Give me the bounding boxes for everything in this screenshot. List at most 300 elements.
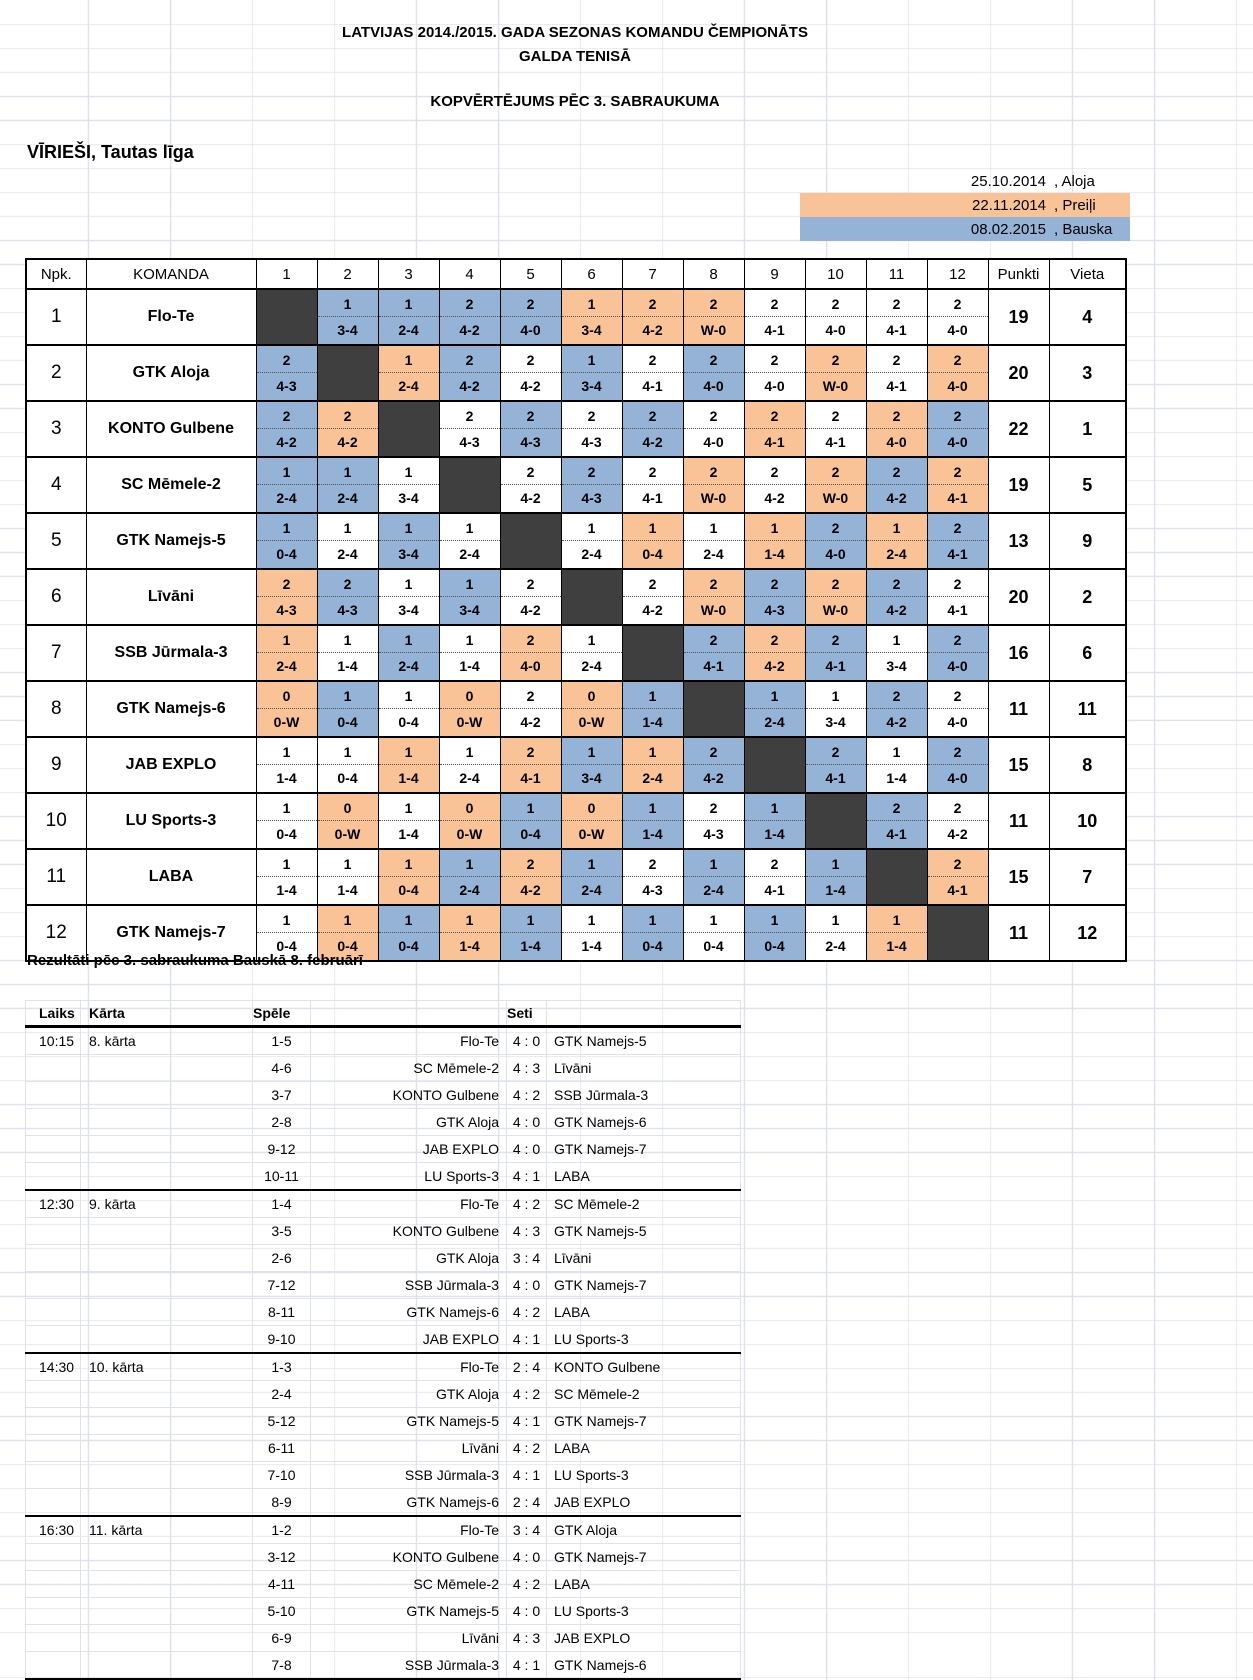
match-result-cell[interactable] xyxy=(439,401,500,457)
match-result-cell[interactable] xyxy=(622,681,683,737)
team-name-cell[interactable]: GTK Namejs-7 xyxy=(86,905,256,961)
sets-score-cell[interactable]: 4 : 2 xyxy=(507,1435,547,1462)
match-result-cell[interactable] xyxy=(927,793,988,849)
match-result-cell[interactable] xyxy=(683,793,744,849)
punkti-cell[interactable]: 11 xyxy=(988,905,1049,961)
time-cell[interactable] xyxy=(26,1218,81,1245)
sets-score-cell[interactable]: 4 : 0 xyxy=(507,1544,547,1571)
match-result-cell[interactable] xyxy=(256,793,317,849)
match-result-cell[interactable] xyxy=(561,401,622,457)
match-result-cell[interactable] xyxy=(744,513,805,569)
vieta-cell[interactable]: 8 xyxy=(1049,737,1126,793)
game-number-cell[interactable]: 9-12 xyxy=(253,1136,311,1163)
team-name-cell[interactable]: LU Sports-3 xyxy=(86,793,256,849)
match-result-cell[interactable] xyxy=(683,905,744,961)
sets-score-cell[interactable]: 4 : 0 xyxy=(507,1027,547,1055)
game-number-cell[interactable]: 4-6 xyxy=(253,1055,311,1082)
sets-score-cell[interactable]: 4 : 0 xyxy=(507,1272,547,1299)
round-cell[interactable] xyxy=(81,1272,253,1299)
match-result-cell[interactable] xyxy=(378,457,439,513)
match-result-cell[interactable] xyxy=(805,401,866,457)
rank-number-cell[interactable]: 2 xyxy=(26,345,86,401)
match-result-cell[interactable] xyxy=(622,569,683,625)
game-number-cell[interactable]: 8-11 xyxy=(253,1299,311,1326)
time-cell[interactable] xyxy=(26,1544,81,1571)
match-result-cell[interactable] xyxy=(256,513,317,569)
match-result-cell[interactable] xyxy=(317,737,378,793)
round-cell[interactable] xyxy=(81,1082,253,1109)
away-team-cell[interactable]: SC Mēmele-2 xyxy=(547,1381,741,1408)
match-result-cell[interactable] xyxy=(317,401,378,457)
match-result-cell[interactable] xyxy=(927,625,988,681)
time-cell[interactable] xyxy=(26,1163,81,1191)
away-team-cell[interactable]: LU Sports-3 xyxy=(547,1326,741,1354)
match-result-cell[interactable] xyxy=(683,849,744,905)
sets-score-cell[interactable]: 4 : 1 xyxy=(507,1408,547,1435)
match-result-cell[interactable] xyxy=(927,513,988,569)
away-team-cell[interactable]: LU Sports-3 xyxy=(547,1462,741,1489)
away-team-cell[interactable]: JAB EXPLO xyxy=(547,1625,741,1652)
sets-score-cell[interactable]: 4 : 0 xyxy=(507,1136,547,1163)
match-result-cell[interactable] xyxy=(378,681,439,737)
match-result-cell[interactable] xyxy=(927,457,988,513)
home-team-cell[interactable]: Līvāni xyxy=(311,1625,507,1652)
match-result-cell[interactable] xyxy=(256,569,317,625)
home-team-cell[interactable]: SSB Jūrmala-3 xyxy=(311,1462,507,1489)
time-cell[interactable] xyxy=(26,1408,81,1435)
time-cell[interactable] xyxy=(26,1326,81,1354)
match-result-cell[interactable] xyxy=(317,681,378,737)
match-result-cell[interactable] xyxy=(683,737,744,793)
away-team-cell[interactable]: Līvāni xyxy=(547,1245,741,1272)
match-result-cell[interactable] xyxy=(805,345,866,401)
time-cell[interactable]: 16:30 xyxy=(26,1516,81,1544)
punkti-cell[interactable]: 19 xyxy=(988,289,1049,345)
match-result-cell[interactable] xyxy=(805,457,866,513)
team-name-cell[interactable]: KONTO Gulbene xyxy=(86,401,256,457)
time-cell[interactable] xyxy=(26,1109,81,1136)
home-team-cell[interactable]: SSB Jūrmala-3 xyxy=(311,1652,507,1680)
sets-score-cell[interactable]: 4 : 2 xyxy=(507,1381,547,1408)
vieta-cell[interactable]: 10 xyxy=(1049,793,1126,849)
time-cell[interactable] xyxy=(26,1571,81,1598)
sets-score-cell[interactable]: 4 : 0 xyxy=(507,1598,547,1625)
team-name-cell[interactable]: SSB Jūrmala-3 xyxy=(86,625,256,681)
match-result-cell[interactable] xyxy=(744,681,805,737)
match-result-cell[interactable] xyxy=(561,681,622,737)
time-cell[interactable] xyxy=(26,1299,81,1326)
round-cell[interactable] xyxy=(81,1571,253,1598)
match-result-cell[interactable] xyxy=(256,625,317,681)
match-result-cell[interactable] xyxy=(500,401,561,457)
round-cell[interactable] xyxy=(81,1326,253,1354)
game-number-cell[interactable]: 7-12 xyxy=(253,1272,311,1299)
sets-score-cell[interactable]: 4 : 3 xyxy=(507,1218,547,1245)
punkti-cell[interactable]: 15 xyxy=(988,849,1049,905)
time-cell[interactable] xyxy=(26,1055,81,1082)
match-result-cell[interactable] xyxy=(378,625,439,681)
team-name-cell[interactable]: Līvāni xyxy=(86,569,256,625)
match-result-cell[interactable] xyxy=(744,457,805,513)
round-cell[interactable] xyxy=(81,1435,253,1462)
match-result-cell[interactable] xyxy=(317,569,378,625)
sets-score-cell[interactable]: 4 : 2 xyxy=(507,1299,547,1326)
match-result-cell[interactable] xyxy=(683,513,744,569)
game-number-cell[interactable]: 2-8 xyxy=(253,1109,311,1136)
match-result-cell[interactable] xyxy=(927,345,988,401)
away-team-cell[interactable]: GTK Aloja xyxy=(547,1516,741,1544)
match-result-cell[interactable] xyxy=(927,569,988,625)
match-result-cell[interactable] xyxy=(866,345,927,401)
match-result-cell[interactable] xyxy=(378,289,439,345)
round-cell[interactable]: 9. kārta xyxy=(81,1190,253,1218)
match-result-cell[interactable] xyxy=(378,513,439,569)
match-result-cell[interactable] xyxy=(500,849,561,905)
vieta-cell[interactable]: 12 xyxy=(1049,905,1126,961)
game-number-cell[interactable]: 9-10 xyxy=(253,1326,311,1354)
home-team-cell[interactable]: Flo-Te xyxy=(311,1353,507,1381)
match-result-cell[interactable] xyxy=(622,513,683,569)
match-result-cell[interactable] xyxy=(317,457,378,513)
home-team-cell[interactable]: Flo-Te xyxy=(311,1027,507,1055)
team-name-cell[interactable]: LABA xyxy=(86,849,256,905)
sets-score-cell[interactable]: 4 : 1 xyxy=(507,1462,547,1489)
match-result-cell[interactable] xyxy=(622,401,683,457)
match-result-cell[interactable] xyxy=(744,289,805,345)
match-result-cell[interactable] xyxy=(805,681,866,737)
rank-number-cell[interactable]: 4 xyxy=(26,457,86,513)
match-result-cell[interactable] xyxy=(317,625,378,681)
round-cell[interactable] xyxy=(81,1489,253,1517)
vieta-cell[interactable]: 2 xyxy=(1049,569,1126,625)
match-result-cell[interactable] xyxy=(805,513,866,569)
time-cell[interactable] xyxy=(26,1598,81,1625)
vieta-cell[interactable]: 3 xyxy=(1049,345,1126,401)
match-result-cell[interactable] xyxy=(256,849,317,905)
rank-number-cell[interactable]: 6 xyxy=(26,569,86,625)
match-result-cell[interactable] xyxy=(561,345,622,401)
time-cell[interactable] xyxy=(26,1245,81,1272)
match-result-cell[interactable] xyxy=(866,905,927,961)
game-number-cell[interactable]: 10-11 xyxy=(253,1163,311,1191)
game-number-cell[interactable]: 4-11 xyxy=(253,1571,311,1598)
game-number-cell[interactable]: 8-9 xyxy=(253,1489,311,1517)
match-result-cell[interactable] xyxy=(439,681,500,737)
match-result-cell[interactable] xyxy=(866,569,927,625)
match-result-cell[interactable] xyxy=(927,849,988,905)
home-team-cell[interactable]: GTK Namejs-6 xyxy=(311,1299,507,1326)
game-number-cell[interactable]: 1-4 xyxy=(253,1190,311,1218)
rank-number-cell[interactable]: 9 xyxy=(26,737,86,793)
match-result-cell[interactable] xyxy=(805,737,866,793)
home-team-cell[interactable]: JAB EXPLO xyxy=(311,1136,507,1163)
match-result-cell[interactable] xyxy=(378,345,439,401)
rank-number-cell[interactable]: 1 xyxy=(26,289,86,345)
match-result-cell[interactable] xyxy=(927,401,988,457)
match-result-cell[interactable] xyxy=(683,289,744,345)
game-number-cell[interactable]: 5-10 xyxy=(253,1598,311,1625)
match-result-cell[interactable] xyxy=(805,289,866,345)
match-result-cell[interactable] xyxy=(744,401,805,457)
home-team-cell[interactable]: GTK Aloja xyxy=(311,1245,507,1272)
sets-score-cell[interactable]: 2 : 4 xyxy=(507,1489,547,1517)
sets-score-cell[interactable]: 4 : 3 xyxy=(507,1625,547,1652)
home-team-cell[interactable]: Flo-Te xyxy=(311,1516,507,1544)
round-cell[interactable] xyxy=(81,1055,253,1082)
away-team-cell[interactable]: GTK Namejs-7 xyxy=(547,1544,741,1571)
match-result-cell[interactable] xyxy=(500,457,561,513)
rank-number-cell[interactable]: 11 xyxy=(26,849,86,905)
match-result-cell[interactable] xyxy=(317,793,378,849)
punkti-cell[interactable]: 19 xyxy=(988,457,1049,513)
round-cell[interactable] xyxy=(81,1625,253,1652)
rank-number-cell[interactable]: 12 xyxy=(26,905,86,961)
match-result-cell[interactable] xyxy=(378,737,439,793)
team-name-cell[interactable]: GTK Namejs-6 xyxy=(86,681,256,737)
match-result-cell[interactable] xyxy=(439,569,500,625)
away-team-cell[interactable]: LABA xyxy=(547,1299,741,1326)
match-result-cell[interactable] xyxy=(805,905,866,961)
sets-score-cell[interactable]: 4 : 1 xyxy=(507,1652,547,1680)
match-result-cell[interactable] xyxy=(927,289,988,345)
sets-score-cell[interactable]: 4 : 0 xyxy=(507,1109,547,1136)
match-result-cell[interactable] xyxy=(622,905,683,961)
time-cell[interactable] xyxy=(26,1136,81,1163)
game-number-cell[interactable]: 3-7 xyxy=(253,1082,311,1109)
game-number-cell[interactable]: 1-3 xyxy=(253,1353,311,1381)
vieta-cell[interactable]: 4 xyxy=(1049,289,1126,345)
game-number-cell[interactable]: 3-5 xyxy=(253,1218,311,1245)
sets-score-cell[interactable]: 4 : 3 xyxy=(507,1055,547,1082)
punkti-cell[interactable]: 15 xyxy=(988,737,1049,793)
match-result-cell[interactable] xyxy=(744,849,805,905)
match-result-cell[interactable] xyxy=(256,681,317,737)
home-team-cell[interactable]: SC Mēmele-2 xyxy=(311,1055,507,1082)
away-team-cell[interactable]: SSB Jūrmala-3 xyxy=(547,1082,741,1109)
match-result-cell[interactable] xyxy=(378,905,439,961)
match-result-cell[interactable] xyxy=(683,569,744,625)
match-result-cell[interactable] xyxy=(561,513,622,569)
away-team-cell[interactable]: LU Sports-3 xyxy=(547,1598,741,1625)
time-cell[interactable] xyxy=(26,1489,81,1517)
rank-number-cell[interactable]: 10 xyxy=(26,793,86,849)
match-result-cell[interactable] xyxy=(622,289,683,345)
vieta-cell[interactable]: 9 xyxy=(1049,513,1126,569)
sets-score-cell[interactable]: 3 : 4 xyxy=(507,1516,547,1544)
match-result-cell[interactable] xyxy=(500,569,561,625)
match-result-cell[interactable] xyxy=(866,457,927,513)
away-team-cell[interactable]: GTK Namejs-7 xyxy=(547,1272,741,1299)
sets-score-cell[interactable]: 4 : 2 xyxy=(507,1190,547,1218)
punkti-cell[interactable]: 11 xyxy=(988,793,1049,849)
match-result-cell[interactable] xyxy=(805,625,866,681)
match-result-cell[interactable] xyxy=(500,737,561,793)
home-team-cell[interactable]: LU Sports-3 xyxy=(311,1163,507,1191)
away-team-cell[interactable]: GTK Namejs-5 xyxy=(547,1218,741,1245)
match-result-cell[interactable] xyxy=(439,793,500,849)
match-result-cell[interactable] xyxy=(439,345,500,401)
match-result-cell[interactable] xyxy=(805,569,866,625)
match-result-cell[interactable] xyxy=(378,849,439,905)
round-cell[interactable] xyxy=(81,1218,253,1245)
punkti-cell[interactable]: 20 xyxy=(988,345,1049,401)
round-cell[interactable] xyxy=(81,1136,253,1163)
match-result-cell[interactable] xyxy=(439,849,500,905)
round-cell[interactable] xyxy=(81,1163,253,1191)
away-team-cell[interactable]: LABA xyxy=(547,1163,741,1191)
match-result-cell[interactable] xyxy=(378,569,439,625)
home-team-cell[interactable]: Flo-Te xyxy=(311,1190,507,1218)
vieta-cell[interactable]: 11 xyxy=(1049,681,1126,737)
match-result-cell[interactable] xyxy=(561,457,622,513)
match-result-cell[interactable] xyxy=(622,345,683,401)
home-team-cell[interactable]: GTK Namejs-5 xyxy=(311,1598,507,1625)
match-result-cell[interactable] xyxy=(866,513,927,569)
game-number-cell[interactable]: 6-9 xyxy=(253,1625,311,1652)
time-cell[interactable] xyxy=(26,1082,81,1109)
match-result-cell[interactable] xyxy=(500,345,561,401)
match-result-cell[interactable] xyxy=(500,289,561,345)
time-cell[interactable]: 14:30 xyxy=(26,1353,81,1381)
match-result-cell[interactable] xyxy=(744,569,805,625)
match-result-cell[interactable] xyxy=(866,793,927,849)
away-team-cell[interactable]: JAB EXPLO xyxy=(547,1489,741,1517)
match-result-cell[interactable] xyxy=(561,905,622,961)
away-team-cell[interactable]: GTK Namejs-7 xyxy=(547,1136,741,1163)
sets-score-cell[interactable]: 2 : 4 xyxy=(507,1353,547,1381)
game-number-cell[interactable]: 2-6 xyxy=(253,1245,311,1272)
round-cell[interactable] xyxy=(81,1598,253,1625)
rank-number-cell[interactable]: 3 xyxy=(26,401,86,457)
sets-score-cell[interactable]: 4 : 2 xyxy=(507,1571,547,1598)
match-result-cell[interactable] xyxy=(256,345,317,401)
game-number-cell[interactable]: 6-11 xyxy=(253,1435,311,1462)
match-result-cell[interactable] xyxy=(866,401,927,457)
punkti-cell[interactable]: 11 xyxy=(988,681,1049,737)
vieta-cell[interactable]: 1 xyxy=(1049,401,1126,457)
punkti-cell[interactable]: 22 xyxy=(988,401,1049,457)
round-cell[interactable]: 11. kārta xyxy=(81,1516,253,1544)
match-result-cell[interactable] xyxy=(256,457,317,513)
match-result-cell[interactable] xyxy=(500,625,561,681)
match-result-cell[interactable] xyxy=(866,625,927,681)
punkti-cell[interactable]: 13 xyxy=(988,513,1049,569)
match-result-cell[interactable] xyxy=(744,905,805,961)
game-number-cell[interactable]: 5-12 xyxy=(253,1408,311,1435)
round-cell[interactable] xyxy=(81,1299,253,1326)
game-number-cell[interactable]: 1-5 xyxy=(253,1027,311,1055)
match-result-cell[interactable] xyxy=(866,737,927,793)
away-team-cell[interactable]: GTK Namejs-6 xyxy=(547,1652,741,1680)
round-cell[interactable] xyxy=(81,1109,253,1136)
home-team-cell[interactable]: GTK Namejs-6 xyxy=(311,1489,507,1517)
vieta-cell[interactable]: 6 xyxy=(1049,625,1126,681)
sets-score-cell[interactable]: 4 : 2 xyxy=(507,1082,547,1109)
match-result-cell[interactable] xyxy=(683,345,744,401)
time-cell[interactable] xyxy=(26,1381,81,1408)
home-team-cell[interactable]: SSB Jūrmala-3 xyxy=(311,1272,507,1299)
match-result-cell[interactable] xyxy=(683,625,744,681)
match-result-cell[interactable] xyxy=(622,793,683,849)
team-name-cell[interactable]: SC Mēmele-2 xyxy=(86,457,256,513)
round-cell[interactable] xyxy=(81,1381,253,1408)
match-result-cell[interactable] xyxy=(927,737,988,793)
home-team-cell[interactable]: KONTO Gulbene xyxy=(311,1082,507,1109)
game-number-cell[interactable]: 1-2 xyxy=(253,1516,311,1544)
match-result-cell[interactable] xyxy=(561,793,622,849)
home-team-cell[interactable]: GTK Aloja xyxy=(311,1381,507,1408)
team-name-cell[interactable]: Flo-Te xyxy=(86,289,256,345)
team-name-cell[interactable]: GTK Aloja xyxy=(86,345,256,401)
round-cell[interactable] xyxy=(81,1408,253,1435)
sets-score-cell[interactable]: 4 : 1 xyxy=(507,1163,547,1191)
home-team-cell[interactable]: Līvāni xyxy=(311,1435,507,1462)
round-cell[interactable] xyxy=(81,1462,253,1489)
match-result-cell[interactable] xyxy=(378,793,439,849)
away-team-cell[interactable]: LABA xyxy=(547,1571,741,1598)
match-result-cell[interactable] xyxy=(561,289,622,345)
game-number-cell[interactable]: 3-12 xyxy=(253,1544,311,1571)
match-result-cell[interactable] xyxy=(256,737,317,793)
match-result-cell[interactable] xyxy=(744,345,805,401)
round-cell[interactable]: 8. kārta xyxy=(81,1027,253,1055)
away-team-cell[interactable]: KONTO Gulbene xyxy=(547,1353,741,1381)
match-result-cell[interactable] xyxy=(866,681,927,737)
match-result-cell[interactable] xyxy=(500,793,561,849)
vieta-cell[interactable]: 7 xyxy=(1049,849,1126,905)
rank-number-cell[interactable]: 7 xyxy=(26,625,86,681)
match-result-cell[interactable] xyxy=(439,513,500,569)
match-result-cell[interactable] xyxy=(744,793,805,849)
time-cell[interactable]: 10:15 xyxy=(26,1027,81,1055)
away-team-cell[interactable]: Līvāni xyxy=(547,1055,741,1082)
match-result-cell[interactable] xyxy=(500,905,561,961)
vieta-cell[interactable]: 5 xyxy=(1049,457,1126,513)
away-team-cell[interactable]: GTK Namejs-5 xyxy=(547,1027,741,1055)
match-result-cell[interactable] xyxy=(439,289,500,345)
match-result-cell[interactable] xyxy=(622,457,683,513)
game-number-cell[interactable]: 7-10 xyxy=(253,1462,311,1489)
game-number-cell[interactable]: 2-4 xyxy=(253,1381,311,1408)
time-cell[interactable] xyxy=(26,1435,81,1462)
match-result-cell[interactable] xyxy=(500,681,561,737)
match-result-cell[interactable] xyxy=(866,289,927,345)
match-result-cell[interactable] xyxy=(927,681,988,737)
match-result-cell[interactable] xyxy=(683,457,744,513)
team-name-cell[interactable]: GTK Namejs-5 xyxy=(86,513,256,569)
home-team-cell[interactable]: KONTO Gulbene xyxy=(311,1218,507,1245)
round-cell[interactable] xyxy=(81,1544,253,1571)
match-result-cell[interactable] xyxy=(561,849,622,905)
rank-number-cell[interactable]: 8 xyxy=(26,681,86,737)
away-team-cell[interactable]: LABA xyxy=(547,1435,741,1462)
home-team-cell[interactable]: GTK Aloja xyxy=(311,1109,507,1136)
round-cell[interactable]: 10. kārta xyxy=(81,1353,253,1381)
time-cell[interactable] xyxy=(26,1625,81,1652)
punkti-cell[interactable]: 16 xyxy=(988,625,1049,681)
match-result-cell[interactable] xyxy=(561,625,622,681)
away-team-cell[interactable]: GTK Namejs-6 xyxy=(547,1109,741,1136)
match-result-cell[interactable] xyxy=(256,401,317,457)
round-cell[interactable] xyxy=(81,1245,253,1272)
home-team-cell[interactable]: GTK Namejs-5 xyxy=(311,1408,507,1435)
home-team-cell[interactable]: JAB EXPLO xyxy=(311,1326,507,1354)
away-team-cell[interactable]: SC Mēmele-2 xyxy=(547,1190,741,1218)
round-cell[interactable] xyxy=(81,1652,253,1680)
rank-number-cell[interactable]: 5 xyxy=(26,513,86,569)
punkti-cell[interactable]: 20 xyxy=(988,569,1049,625)
match-result-cell[interactable] xyxy=(683,401,744,457)
